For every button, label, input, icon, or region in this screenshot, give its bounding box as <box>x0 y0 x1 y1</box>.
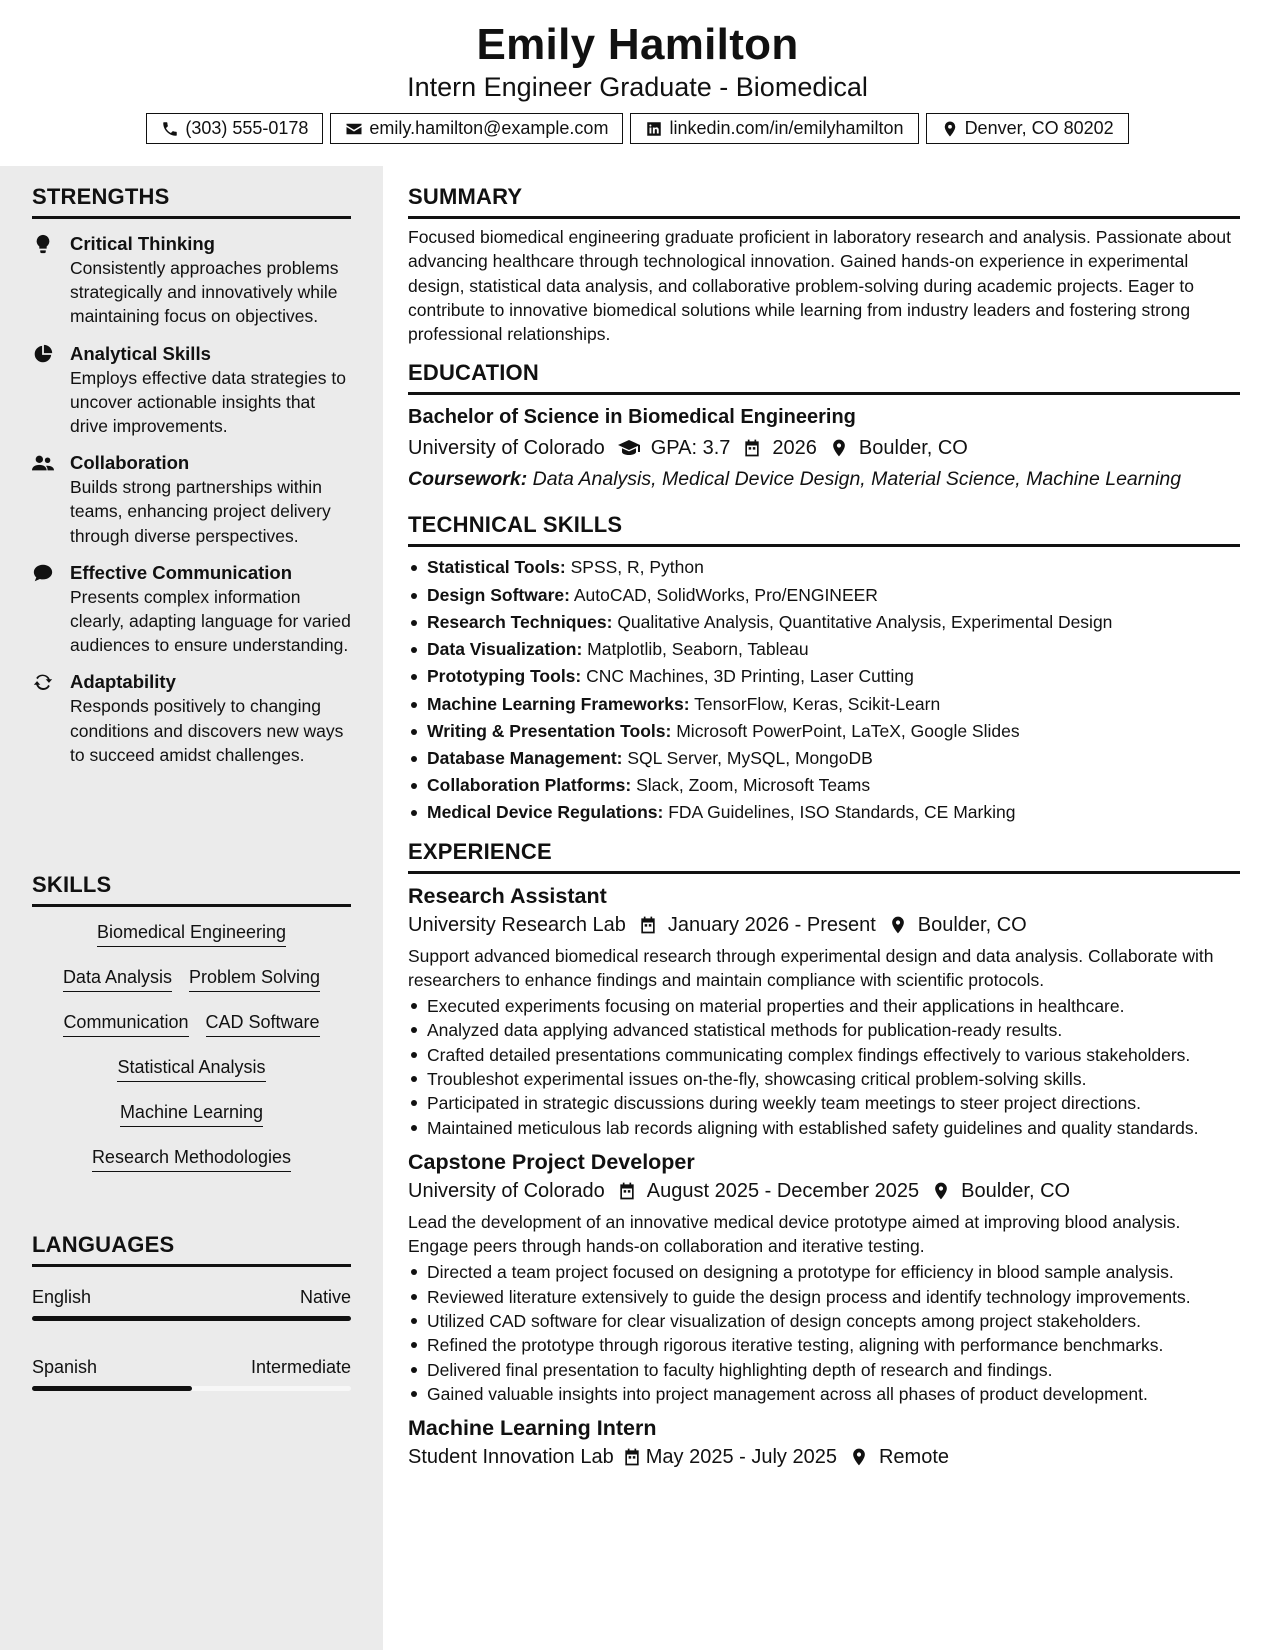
strength-name: Collaboration <box>70 452 190 474</box>
list-item: Troubleshot experimental issues on-the-fly, showcasing critical problem-solving skills. <box>408 1067 1240 1091</box>
summary-section <box>408 184 1240 346</box>
strength-item <box>32 450 351 548</box>
skills-list <box>32 921 351 1191</box>
contact-linkedin-text: linkedin.com/in/emilyhamilton <box>669 118 904 138</box>
list-item: Data Visualization: Matplotlib, Seaborn, Tableau <box>408 636 1240 663</box>
job-title: Research Assistant <box>408 883 607 908</box>
job-title: Capstone Project Developer <box>408 1149 695 1174</box>
school-location: Boulder, CO <box>858 437 968 460</box>
contact-phone[interactable] <box>146 113 323 144</box>
coursework <box>408 466 1240 492</box>
skill-tag: Research Methodologies <box>92 1146 291 1172</box>
candidate-name: Emily Hamilton <box>476 20 799 69</box>
strength-name: Critical Thinking <box>70 233 215 254</box>
contact-email[interactable] <box>330 113 623 144</box>
skill-tag: Biomedical Engineering <box>97 921 286 947</box>
education-section <box>408 360 1240 492</box>
list-item: Crafted detailed presentations communicating complex findings effectively to various stakeholders. <box>408 1043 1240 1067</box>
job-summary: Lead the development of an innovative medical device prototype aimed at improving blood analysis. Engage peers through hands-on collaboration and iterative testing. <box>408 1211 1181 1257</box>
calendar-icon <box>622 1447 642 1467</box>
language-item <box>32 1285 351 1321</box>
list-item: Refined the prototype through rigorous iterative testing, aligning with performance benchmarks. <box>408 1333 1240 1357</box>
list-item: Analyzed data applying advanced statistical methods for publication-ready results. <box>408 1018 1240 1042</box>
job-dates: August 2025 - December 2025 <box>646 1179 920 1202</box>
contact-bar <box>0 113 1275 144</box>
list-item: Utilized CAD software for clear visualization of design concepts among project stakeholders. <box>408 1309 1240 1333</box>
skill-tag: Data Analysis <box>63 966 172 992</box>
contact-location[interactable] <box>926 113 1129 144</box>
strength-name: Effective Communication <box>70 561 293 583</box>
linkedin-icon <box>645 120 663 138</box>
sync-icon <box>32 671 54 693</box>
resume-header <box>0 0 1275 166</box>
list-item: Directed a team project focused on designing a prototype for efficiency in blood sample analysis. <box>408 1260 1240 1284</box>
strength-name: Analytical Skills <box>70 342 211 364</box>
job-org: University of Colorado <box>408 1179 605 1202</box>
experience-heading: EXPERIENCE <box>408 839 1240 874</box>
pie-chart-icon <box>32 343 54 365</box>
list-item: Reviewed literature extensively to guide the design process and identify technology improvements. <box>408 1285 1240 1309</box>
users-icon <box>32 452 54 474</box>
language-item <box>32 1355 351 1391</box>
list-item: Participated in strategic discussions during weekly team meetings to steer project directions. <box>408 1091 1240 1115</box>
lightbulb-icon <box>32 233 54 255</box>
gpa: GPA: 3.7 <box>650 437 731 460</box>
list-item: Writing & Presentation Tools: Microsoft PowerPoint, LaTeX, Google Slides <box>408 718 1240 745</box>
list-item: Maintained meticulous lab records aligning with established safety guidelines and quality standards. <box>408 1116 1240 1140</box>
skill-tag: CAD Software <box>206 1011 320 1037</box>
strength-desc: Presents complex information clearly, adapting language for varied audiences to ensure understanding. <box>70 586 351 656</box>
strength-name: Adaptability <box>70 671 176 693</box>
language-name: English <box>32 1287 92 1307</box>
job-entry <box>408 1148 1240 1406</box>
map-pin-icon <box>888 915 908 935</box>
language-bar <box>32 1316 351 1321</box>
job-bullets <box>408 1260 1240 1406</box>
strength-item <box>32 560 351 658</box>
calendar-icon <box>617 1181 637 1201</box>
job-location: Boulder, CO <box>917 913 1027 936</box>
graduation-year: 2026 <box>772 437 817 460</box>
list-item: Collaboration Platforms: Slack, Zoom, Microsoft Teams <box>408 772 1240 799</box>
job-bullets <box>408 994 1240 1140</box>
skill-tag: Problem Solving <box>189 966 320 992</box>
job-location: Boulder, CO <box>961 1179 1071 1202</box>
map-pin-icon <box>849 1447 869 1467</box>
skill-tag: Statistical Analysis <box>117 1056 265 1082</box>
skills-heading: SKILLS <box>32 872 351 907</box>
job-meta <box>408 1444 1240 1470</box>
job-summary: Support advanced biomedical research through experimental design and data analysis. Collaborate with researchers to enhance findings and maintain compliance with scientific protocols. <box>408 945 1214 990</box>
skill-tag: Machine Learning <box>120 1101 263 1127</box>
technical-skills-list <box>408 554 1240 826</box>
job-dates: January 2026 - Present <box>667 913 876 936</box>
list-item: Medical Device Regulations: FDA Guidelines, ISO Standards, CE Marking <box>408 799 1240 826</box>
strength-desc: Responds positively to changing conditions and discovers new ways to succeed amidst challenges. <box>70 696 344 765</box>
skill-tag: Communication <box>63 1011 188 1037</box>
job-dates: May 2025 - July 2025 <box>645 1446 837 1469</box>
language-bar-fill <box>32 1316 351 1321</box>
list-item: Prototyping Tools: CNC Machines, 3D Printing, Laser Cutting <box>408 663 1240 690</box>
languages-section <box>32 1232 351 1391</box>
strengths-section <box>32 184 351 767</box>
graduation-cap-icon <box>617 436 641 460</box>
technical-skills-heading: TECHNICAL SKILLS <box>408 512 1240 547</box>
list-item: Design Software: AutoCAD, SolidWorks, Pro/ENGINEER <box>408 582 1240 609</box>
contact-phone-text: (303) 555-0178 <box>185 118 309 138</box>
language-level: Intermediate <box>250 1357 351 1377</box>
main-content <box>408 166 1240 1470</box>
list-item: Delivered final presentation to faculty highlighting depth of research and findings. <box>408 1358 1240 1382</box>
envelope-icon <box>345 120 363 138</box>
contact-location-text: Denver, CO 80202 <box>964 118 1114 138</box>
strength-item <box>32 669 351 767</box>
sidebar <box>0 166 383 1650</box>
phone-icon <box>161 120 179 138</box>
experience-section <box>408 839 1240 1471</box>
school-name: University of Colorado <box>408 437 605 460</box>
calendar-icon <box>742 438 762 458</box>
language-name: Spanish <box>32 1357 98 1377</box>
job-org: Student Innovation Lab <box>408 1446 614 1469</box>
map-pin-icon <box>829 438 849 458</box>
strength-item <box>32 341 351 439</box>
education-meta <box>408 435 1240 461</box>
job-meta <box>408 912 1240 938</box>
strength-desc: Employs effective data strategies to uncover actionable insights that drive improvements. <box>70 367 346 437</box>
strength-item <box>32 231 351 329</box>
strength-desc: Consistently approaches problems strategically and innovatively while maintaining focus on objectives. <box>70 258 339 327</box>
map-pin-icon <box>931 1181 951 1201</box>
degree-title: Bachelor of Science in Biomedical Engineering <box>408 406 856 429</box>
list-item: Executed experiments focusing on material properties and their applications in healthcare. <box>408 994 1240 1018</box>
technical-skills-section <box>408 512 1240 826</box>
languages-heading: LANGUAGES <box>32 1232 351 1267</box>
strengths-heading: STRENGTHS <box>32 184 351 219</box>
list-item: Statistical Tools: SPSS, R, Python <box>408 554 1240 581</box>
language-level: Native <box>299 1287 351 1307</box>
summary-text: Focused biomedical engineering graduate proficient in laboratory research and analysis. Passionate about advancing healthcare through technological innovation. Gained hands-on experience in experimental design, statistical data analysis, and collaborative problem-solving during academic projects. Eager to contribute to innovative biomedical solutions while learning from industry leaders and fostering strong professional relationships. <box>408 227 1232 345</box>
job-meta <box>408 1178 1240 1204</box>
strength-desc: Builds strong partnerships within teams, enhancing project delivery through diverse perspectives. <box>70 477 331 546</box>
job-org: University Research Lab <box>408 913 626 936</box>
job-entry <box>408 1414 1240 1470</box>
list-item: Machine Learning Frameworks: TensorFlow, Keras, Scikit-Learn <box>408 691 1240 718</box>
map-pin-icon <box>941 120 959 138</box>
job-location: Remote <box>878 1446 949 1469</box>
list-item: Gained valuable insights into project management across all phases of product development. <box>408 1382 1240 1406</box>
coursework-list: Data Analysis, Medical Device Design, Material Science, Machine Learning <box>532 468 1182 491</box>
list-item: Database Management: SQL Server, MySQL, MongoDB <box>408 745 1240 772</box>
contact-email-text: emily.hamilton@example.com <box>369 118 609 138</box>
list-item: Research Techniques: Qualitative Analysis, Quantitative Analysis, Experimental Design <box>408 609 1240 636</box>
skills-section <box>32 872 351 1191</box>
education-heading: EDUCATION <box>408 360 1240 395</box>
job-entry <box>408 882 1240 1140</box>
language-bar-fill <box>32 1386 192 1391</box>
speech-bubble-icon <box>32 562 54 584</box>
candidate-title: Intern Engineer Graduate - Biomedical <box>407 72 868 102</box>
coursework-label: Coursework: <box>408 468 528 491</box>
language-bar <box>32 1386 351 1391</box>
calendar-icon <box>638 915 658 935</box>
summary-heading: SUMMARY <box>408 184 1240 219</box>
contact-linkedin[interactable] <box>630 113 918 144</box>
job-title: Machine Learning Intern <box>408 1416 657 1441</box>
